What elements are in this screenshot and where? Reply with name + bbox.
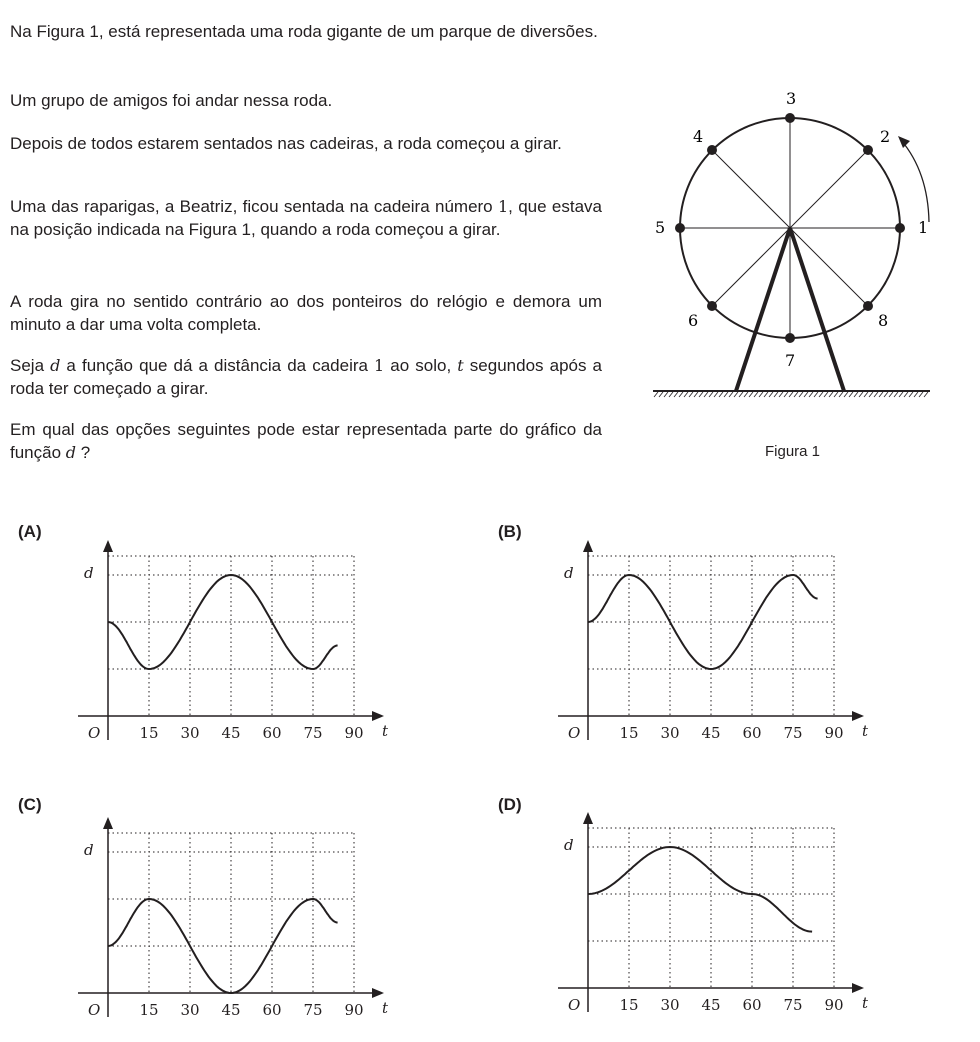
question-paragraph-3: Depois de todos estarem sentados nas cadeiras, a roda começou a girar.	[10, 134, 562, 153]
seat-label-8: 8	[878, 311, 889, 330]
question-paragraph-4	[10, 195, 602, 241]
graph-option-c	[70, 817, 390, 1027]
seat-label-1: 1	[918, 218, 929, 237]
origin-label: O	[88, 724, 101, 742]
x-tick-label: 90	[344, 724, 364, 742]
seat-2	[863, 145, 873, 155]
seat-6	[707, 301, 717, 311]
option-label-c: (C)	[18, 795, 42, 814]
series-line-d	[588, 847, 812, 932]
origin-label: O	[568, 996, 581, 1014]
text-run: Em qual das opções seguintes pode estar representada parte do gráfico da função	[10, 420, 602, 462]
question-paragraph-6	[10, 354, 602, 400]
figure-caption: Figura 1	[765, 443, 821, 460]
x-tick-label: 60	[742, 996, 762, 1014]
math-variable: d	[65, 443, 77, 462]
x-tick-label: 45	[701, 996, 721, 1014]
option-label-b: (B)	[498, 522, 522, 541]
math-variable: t	[457, 356, 464, 375]
y-axis-arrow-icon	[583, 812, 593, 824]
graph-option-a	[70, 540, 390, 750]
x-axis-arrow-icon	[852, 983, 864, 993]
origin-label: O	[88, 1001, 101, 1019]
seat-7	[785, 333, 795, 343]
seat-label-5: 5	[655, 218, 666, 237]
x-axis-arrow-icon	[372, 988, 384, 998]
x-tick-label: 30	[180, 1001, 200, 1019]
seat-1	[895, 223, 905, 233]
x-tick-label: 45	[221, 724, 241, 742]
x-tick-label: 60	[262, 724, 282, 742]
ground-hatching	[654, 392, 928, 397]
x-tick-label: 30	[660, 996, 680, 1014]
seat-label-3: 3	[786, 89, 797, 108]
x-axis-label: t	[382, 999, 389, 1017]
seat-8	[863, 301, 873, 311]
graph-option-d	[550, 812, 870, 1022]
x-tick-label: 75	[783, 996, 803, 1014]
graph-option-b	[550, 540, 870, 750]
x-axis-label: t	[382, 722, 389, 740]
x-axis-label: t	[862, 994, 869, 1012]
x-tick-label: 45	[701, 724, 721, 742]
x-tick-label: 90	[824, 724, 844, 742]
math-variable: d	[50, 356, 61, 375]
text-run: ?	[76, 443, 91, 462]
seat-4	[707, 145, 717, 155]
y-axis-label: d	[84, 841, 94, 859]
x-tick-label: 75	[783, 724, 803, 742]
x-axis-arrow-icon	[372, 711, 384, 721]
math-number: 1	[374, 356, 385, 375]
seat-label-7: 7	[785, 351, 796, 370]
x-tick-label: 15	[139, 724, 159, 742]
series-line-b	[588, 575, 818, 669]
series-line-a	[108, 575, 338, 669]
text-run: Seja	[10, 356, 51, 375]
x-tick-label: 60	[262, 1001, 282, 1019]
support-leg	[790, 228, 844, 391]
text-run: Uma das raparigas, a Beatriz, ficou sentada na cadeira número	[10, 197, 498, 216]
x-tick-label: 45	[221, 1001, 241, 1019]
question-paragraph-2: Um grupo de amigos foi andar nessa roda.	[10, 91, 333, 110]
x-tick-label: 90	[824, 996, 844, 1014]
x-tick-label: 30	[180, 724, 200, 742]
series-line-c	[108, 899, 338, 993]
ferris-wheel-figure	[648, 82, 938, 412]
text-run: a função que dá a distância da cadeira	[60, 356, 375, 375]
y-axis-label: d	[564, 564, 574, 582]
x-tick-label: 30	[660, 724, 680, 742]
y-axis-label: d	[564, 836, 574, 854]
question-paragraph-1: Na Figura 1, está representada uma roda gigante de um parque de diversões.	[10, 22, 598, 41]
x-tick-label: 15	[619, 724, 639, 742]
seat-label-4: 4	[693, 127, 704, 146]
y-axis-label: d	[84, 564, 94, 582]
seat-label-2: 2	[880, 127, 891, 146]
y-axis-arrow-icon	[103, 540, 113, 552]
text-run: , que estava na posição indicada na Figura 1, quando a roda começou a girar.	[10, 197, 602, 239]
question-paragraph-5: A roda gira no sentido contrário ao dos ponteiros do relógio e demora um minuto a dar uma volta completa.	[10, 292, 602, 334]
x-tick-label: 60	[742, 724, 762, 742]
x-axis-label: t	[862, 722, 869, 740]
text-run: segundos após a roda ter começado a girar.	[10, 356, 603, 398]
y-axis-arrow-icon	[103, 817, 113, 829]
seat-label-6: 6	[688, 311, 699, 330]
x-tick-label: 15	[139, 1001, 159, 1019]
support-leg	[736, 228, 790, 391]
text-run: ao solo,	[384, 356, 458, 375]
x-tick-label: 15	[619, 996, 639, 1014]
x-tick-label: 75	[303, 724, 323, 742]
seat-3	[785, 113, 795, 123]
rotation-arrow	[901, 140, 929, 222]
option-label-d: (D)	[498, 795, 522, 814]
x-tick-label: 75	[303, 1001, 323, 1019]
y-axis-arrow-icon	[583, 540, 593, 552]
math-number: 1	[497, 197, 509, 216]
seat-5	[675, 223, 685, 233]
x-tick-label: 90	[344, 1001, 364, 1019]
origin-label: O	[568, 724, 581, 742]
question-paragraph-7	[10, 418, 602, 464]
option-label-a: (A)	[18, 522, 42, 541]
x-axis-arrow-icon	[852, 711, 864, 721]
rotation-arrow-head-icon	[898, 136, 910, 148]
